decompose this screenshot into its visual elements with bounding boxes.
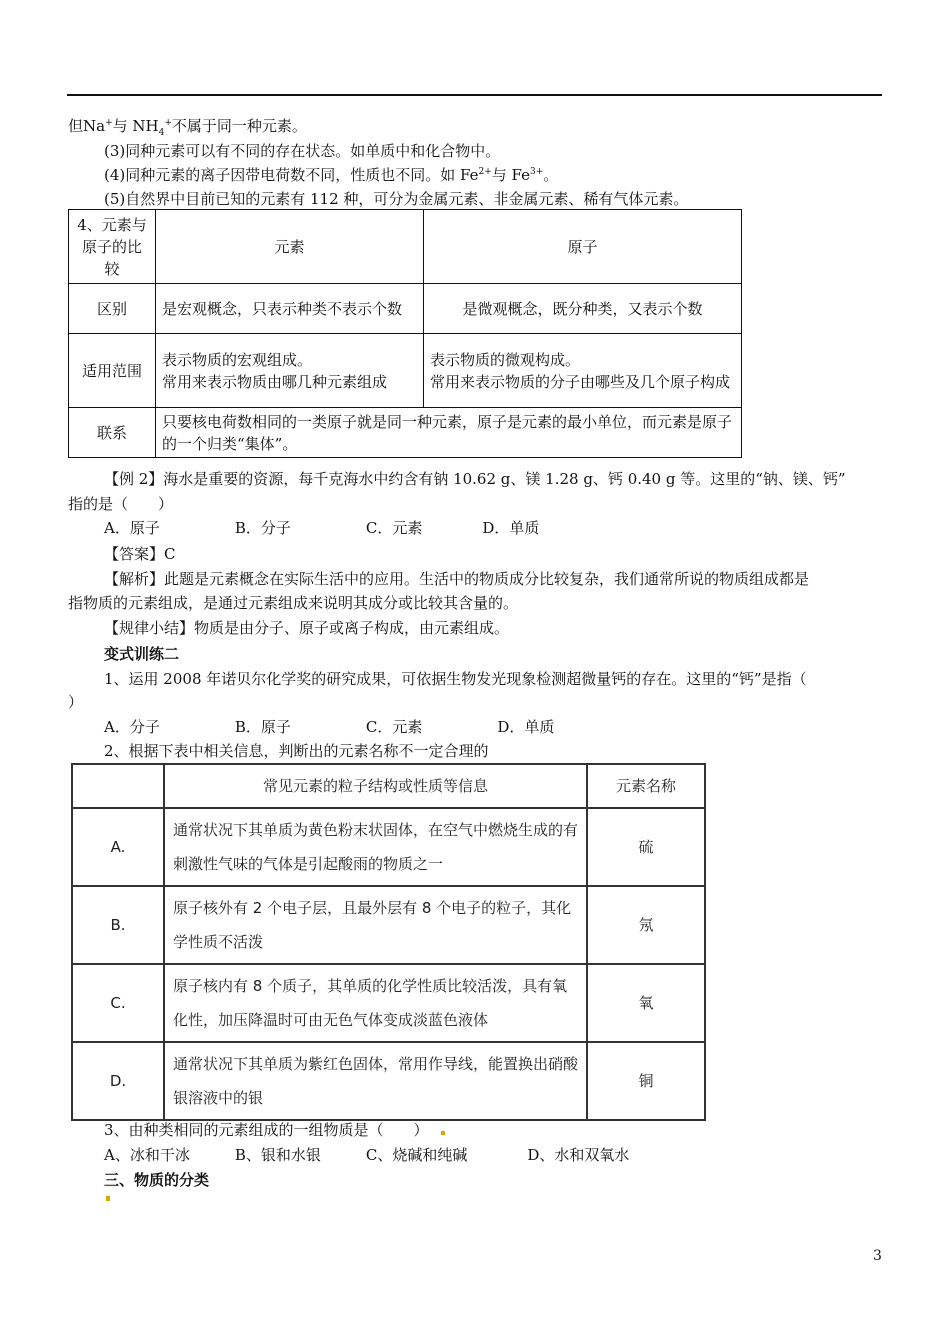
table-cell: 表示物质的宏观组成。 常用来表示物质由哪几种元素组成 xyxy=(156,334,424,408)
practice2-title: 变式训练二 xyxy=(104,645,180,663)
header-rule xyxy=(67,94,882,96)
decorative-dot xyxy=(441,1131,445,1135)
section3-heading: 三、物质的分类 xyxy=(104,1171,210,1189)
intro-line-3: (4)同种元素的离子因带电荷数不同，性质也不同。如 $Fe^{2+}$与 $Fe^{3+}$。 xyxy=(104,166,559,184)
table-cell: 是宏观概念，只表示种类不表示个数 xyxy=(156,284,424,334)
table-cell: 是微观概念，既分种类，又表示个数 xyxy=(424,284,742,334)
table-cell: 原子核外有 2 个电子层，且最外层有 8 个电子的粒子，其化学性质不活泼 xyxy=(164,886,587,964)
decorative-dot xyxy=(106,1196,110,1201)
table-cell: 硫 xyxy=(587,808,705,886)
table-header-cell: 元素 xyxy=(156,210,424,284)
example2-answer: 【答案】C xyxy=(104,545,176,563)
table-row-option: B. xyxy=(72,886,164,964)
example2-line-1: 【例 2】海水是重要的资源，每千克海水中约含有钠 10.62 g、镁 1.28 g、钙 0.40 g 等。这里的“钠、镁、钙” xyxy=(104,470,846,488)
table-header-cell: 常见元素的粒子结构或性质等信息 xyxy=(164,764,587,808)
table-row-label: 区别 xyxy=(69,284,156,334)
example2-analysis-2: 指物质的元素组成，是通过元素组成来说明其成分或比较其含量的。 xyxy=(68,594,519,612)
table-row-option: D. xyxy=(72,1042,164,1120)
example2-analysis-1: 【解析】此题是元素概念在实际生活中的应用。生活中的物质成分比较复杂，我们通常所说的物质组成都是 xyxy=(104,570,810,588)
table-cell: 表示物质的微观构成。 常用来表示物质的分子由哪些及几个原子构成 xyxy=(424,334,742,408)
table-cell: 通常状况下其单质为紫红色固体，常用作导线，能置换出硝酸银溶液中的银 xyxy=(164,1042,587,1120)
table-header-cell: 元素名称 xyxy=(587,764,705,808)
intro-line-4: (5)自然界中目前已知的元素有 112 种，可分为金属元素、非金属元素、稀有气体元素。 xyxy=(104,190,689,208)
table-header-cell: 原子 xyxy=(424,210,742,284)
table-row-option: A. xyxy=(72,808,164,886)
q3-options: A、冰和干冰 B、银和水银 C、烧碱和纯碱 D、水和双氧水 xyxy=(104,1146,630,1164)
page-number: 3 xyxy=(873,1248,882,1264)
table-cell: 氖 xyxy=(587,886,705,964)
table-row-option: C. xyxy=(72,964,164,1042)
example2-options: A．原子 B．分子 C．元素 D．单质 xyxy=(104,519,540,537)
intro-line-2: (3)同种元素可以有不同的存在状态。如单质中和化合物中。 xyxy=(104,142,501,160)
practice2-q1-line-1: 1、运用 2008 年诺贝尔化学奖的研究成果，可依据生物发光现象检测超微量钙的存在。这里的“钙”是指（ xyxy=(104,670,807,688)
intro-line-1: 但Na+与 $NH_4^+$不属于同一种元素。 xyxy=(68,117,307,138)
table-row-label: 联系 xyxy=(69,408,156,458)
example2-summary: 【规律小结】物质是由分子、原子或离子构成，由元素组成。 xyxy=(104,619,510,637)
example2-line-2: 指的是（ ） xyxy=(68,495,174,513)
table-cell: 原子核内有 8 个质子，其单质的化学性质比较活泼，具有氧化性，加压降温时可由无色气体变成淡蓝色液体 xyxy=(164,964,587,1042)
table-row-label: 适用范围 xyxy=(69,334,156,408)
practice2-q1-options: A．分子 B．原子 C．元素 D．单质 xyxy=(104,718,555,736)
table-header-cell xyxy=(72,764,164,808)
q3-stem: 3、由种类相同的元素组成的一组物质是（ ） xyxy=(104,1121,429,1139)
practice2-q2: 2、根据下表中相关信息，判断出的元素名称不一定合理的 xyxy=(104,742,489,760)
practice2-q1-line-2: ） xyxy=(68,693,84,711)
element-info-table xyxy=(71,763,706,1121)
table-cell: 铜 xyxy=(587,1042,705,1120)
element-atom-comparison-table xyxy=(68,209,742,458)
table-header-cell: 4、元素与原子的比较 xyxy=(69,210,156,284)
table-cell: 氧 xyxy=(587,964,705,1042)
table-cell: 只要核电荷数相同的一类原子就是同一种元素，原子是元素的最小单位，而元素是原子的一个归类“集体”。 xyxy=(156,408,742,458)
table-cell: 通常状况下其单质为黄色粉末状固体，在空气中燃烧生成的有刺激性气味的气体是引起酸雨的物质之一 xyxy=(164,808,587,886)
